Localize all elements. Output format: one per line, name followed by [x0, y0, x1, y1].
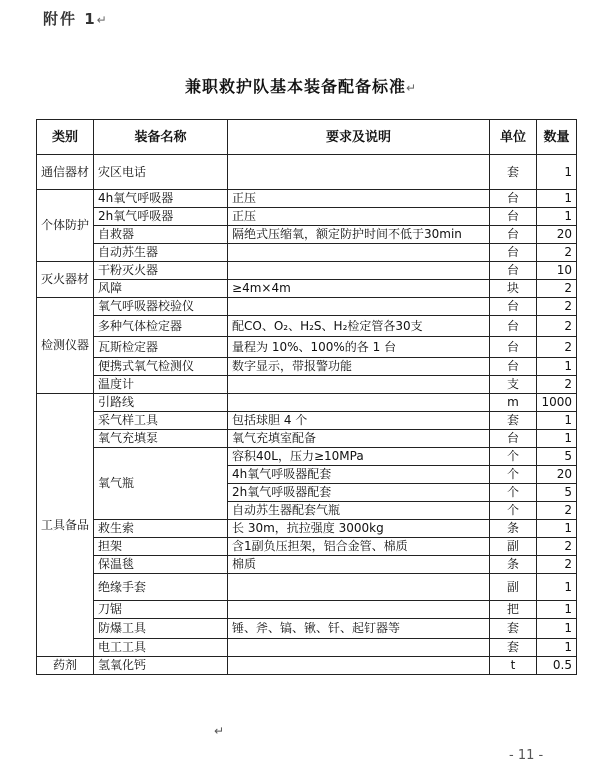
table-row	[37, 556, 577, 574]
unit-cell: 个	[490, 466, 537, 484]
quantity-cell: 2	[537, 502, 577, 520]
quantity-cell: 2	[537, 244, 577, 262]
unit-cell: 台	[490, 337, 537, 358]
requirement-cell: 4h氧气呼吸器配套	[228, 466, 490, 484]
unit-cell: 条	[490, 520, 537, 538]
requirement-cell: 氧气充填室配备	[228, 430, 490, 448]
unit-cell: 套	[490, 619, 537, 639]
requirement-cell: ≥4m×4m	[228, 280, 490, 298]
table-row	[37, 538, 577, 556]
unit-cell: 套	[490, 155, 537, 190]
category-cell: 通信器材	[37, 155, 94, 190]
quantity-cell: 2	[537, 298, 577, 316]
quantity-cell: 5	[537, 484, 577, 502]
table-row	[37, 337, 577, 358]
unit-cell: 个	[490, 448, 537, 466]
quantity-cell: 2	[537, 556, 577, 574]
quantity-cell: 2	[537, 316, 577, 337]
name-cell: 防爆工具	[94, 619, 228, 639]
name-cell: 温度计	[94, 376, 228, 394]
requirement-cell: 2h氧气呼吸器配套	[228, 484, 490, 502]
unit-cell: 台	[490, 208, 537, 226]
requirement-cell	[228, 244, 490, 262]
quantity-cell: 1000	[537, 394, 577, 412]
category-cell: 灭火器材	[37, 262, 94, 298]
requirement-cell	[228, 394, 490, 412]
table-row	[37, 358, 577, 376]
name-cell: 刀锯	[94, 601, 228, 619]
requirement-cell: 数字显示，带报警功能	[228, 358, 490, 376]
requirement-cell	[228, 601, 490, 619]
requirement-cell: 量程为 10%、100%的各 1 台	[228, 337, 490, 358]
table-row	[37, 376, 577, 394]
quantity-cell: 20	[537, 466, 577, 484]
unit-cell: 台	[490, 358, 537, 376]
category-cell: 个体防护	[37, 190, 94, 262]
requirement-cell	[228, 376, 490, 394]
requirement-cell	[228, 155, 490, 190]
requirement-cell: 配CO、O₂、H₂S、H₂检定管各30支	[228, 316, 490, 337]
unit-cell: 个	[490, 484, 537, 502]
name-cell: 氧气充填泵	[94, 430, 228, 448]
name-cell: 电工工具	[94, 639, 228, 657]
quantity-cell: 1	[537, 208, 577, 226]
name-cell: 保温毯	[94, 556, 228, 574]
name-cell: 便携式氧气检测仪	[94, 358, 228, 376]
requirement-cell: 隔绝式压缩氧，额定防护时间不低于30min	[228, 226, 490, 244]
name-cell: 多种气体检定器	[94, 316, 228, 337]
table-row	[37, 298, 577, 316]
name-cell: 灾区电话	[94, 155, 228, 190]
requirement-cell: 含1副负压担架，铝合金管、棉质	[228, 538, 490, 556]
quantity-cell: 20	[537, 226, 577, 244]
requirement-cell: 包括球胆 4 个	[228, 412, 490, 430]
quantity-cell: 1	[537, 619, 577, 639]
unit-cell: 台	[490, 226, 537, 244]
header-category: 类别	[37, 120, 94, 155]
annex-label: 附件 1↵	[43, 10, 109, 28]
table-row	[37, 574, 577, 601]
unit-cell: 台	[490, 190, 537, 208]
requirement-cell: 棉质	[228, 556, 490, 574]
unit-cell: 副	[490, 538, 537, 556]
unit-cell: 台	[490, 244, 537, 262]
table-header-row	[37, 120, 577, 155]
name-cell: 干粉灭火器	[94, 262, 228, 280]
name-cell: 瓦斯检定器	[94, 337, 228, 358]
unit-cell: 套	[490, 412, 537, 430]
requirement-cell: 正压	[228, 208, 490, 226]
quantity-cell: 1	[537, 639, 577, 657]
unit-cell: 支	[490, 376, 537, 394]
quantity-cell: 5	[537, 448, 577, 466]
quantity-cell: 1	[537, 601, 577, 619]
unit-cell: t	[490, 657, 537, 675]
header-name: 装备名称	[94, 120, 228, 155]
quantity-cell: 2	[537, 280, 577, 298]
name-cell: 氧气瓶	[94, 448, 228, 520]
paragraph-mark: ↵	[214, 724, 225, 738]
quantity-cell: 2	[537, 337, 577, 358]
table-row	[37, 430, 577, 448]
category-cell: 工具备品	[37, 394, 94, 657]
table-row	[37, 244, 577, 262]
requirement-cell	[228, 639, 490, 657]
table-row	[37, 190, 577, 208]
unit-cell: 台	[490, 430, 537, 448]
equipment-standard-table	[36, 119, 577, 675]
name-cell: 自动苏生器	[94, 244, 228, 262]
header-requirement: 要求及说明	[228, 120, 490, 155]
table-row	[37, 412, 577, 430]
category-cell: 检测仪器	[37, 298, 94, 394]
table-row	[37, 448, 577, 466]
unit-cell: 台	[490, 316, 537, 337]
header-quantity: 数量	[537, 120, 577, 155]
table-row	[37, 155, 577, 190]
table-row	[37, 394, 577, 412]
name-cell: 绝缘手套	[94, 574, 228, 601]
quantity-cell: 1	[537, 430, 577, 448]
quantity-cell: 1	[537, 520, 577, 538]
requirement-cell	[228, 657, 490, 675]
table-row	[37, 520, 577, 538]
quantity-cell: 10	[537, 262, 577, 280]
unit-cell: 个	[490, 502, 537, 520]
quantity-cell: 2	[537, 538, 577, 556]
unit-cell: 台	[490, 298, 537, 316]
name-cell: 担架	[94, 538, 228, 556]
category-cell: 药剂	[37, 657, 94, 675]
quantity-cell: 1	[537, 412, 577, 430]
unit-cell: 把	[490, 601, 537, 619]
table-row	[37, 262, 577, 280]
table-row	[37, 226, 577, 244]
unit-cell: 副	[490, 574, 537, 601]
requirement-cell: 锤、斧、镐、锹、钎、起钉器等	[228, 619, 490, 639]
unit-cell: 块	[490, 280, 537, 298]
quantity-cell: 2	[537, 376, 577, 394]
table-row	[37, 316, 577, 337]
table-row	[37, 619, 577, 639]
name-cell: 救生索	[94, 520, 228, 538]
quantity-cell: 0.5	[537, 657, 577, 675]
name-cell: 氧气呼吸器校验仪	[94, 298, 228, 316]
table-row	[37, 208, 577, 226]
quantity-cell: 1	[537, 190, 577, 208]
name-cell: 4h氧气呼吸器	[94, 190, 228, 208]
requirement-cell: 容积40L，压力≥10MPa	[228, 448, 490, 466]
requirement-cell	[228, 262, 490, 280]
name-cell: 自救器	[94, 226, 228, 244]
name-cell: 2h氧气呼吸器	[94, 208, 228, 226]
header-unit: 单位	[490, 120, 537, 155]
requirement-cell: 自动苏生器配套气瓶	[228, 502, 490, 520]
requirement-cell: 长 30m，抗拉强度 3000kg	[228, 520, 490, 538]
quantity-cell: 1	[537, 358, 577, 376]
quantity-cell: 1	[537, 574, 577, 601]
table-row	[37, 280, 577, 298]
name-cell: 采气样工具	[94, 412, 228, 430]
table-row	[37, 601, 577, 619]
unit-cell: m	[490, 394, 537, 412]
page-number: - 11 -	[509, 748, 544, 763]
name-cell: 引路线	[94, 394, 228, 412]
unit-cell: 台	[490, 262, 537, 280]
name-cell: 氢氧化钙	[94, 657, 228, 675]
unit-cell: 套	[490, 639, 537, 657]
name-cell: 风障	[94, 280, 228, 298]
quantity-cell: 1	[537, 155, 577, 190]
unit-cell: 条	[490, 556, 537, 574]
page-title: 兼职救护队基本装备配备标准↵	[184, 77, 418, 96]
requirement-cell: 正压	[228, 190, 490, 208]
requirement-cell	[228, 574, 490, 601]
table-row	[37, 639, 577, 657]
requirement-cell	[228, 298, 490, 316]
table-row	[37, 657, 577, 675]
